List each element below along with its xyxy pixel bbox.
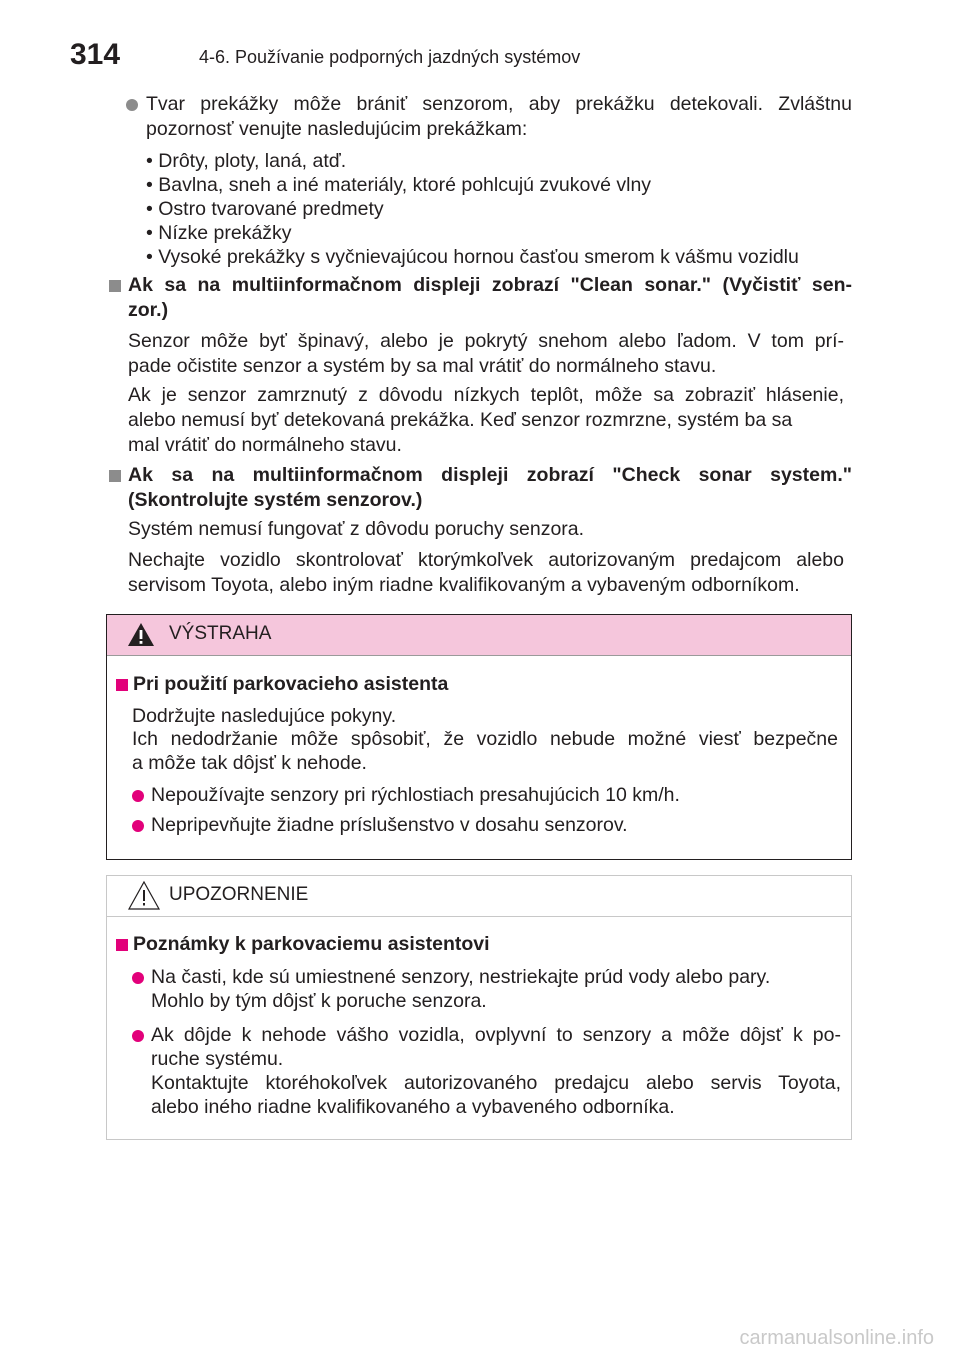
notice-heading: Poznámky k parkovaciemu asistentovi	[133, 933, 490, 955]
notice-text: ruche systému.	[151, 1048, 284, 1070]
notice-box	[106, 875, 852, 1140]
warning-bullet: Nepripevňujte žiadne príslušenstvo v dosahu senzorov.	[151, 814, 628, 836]
notice-text: Mohlo by tým dôjsť k poruche senzora.	[151, 990, 487, 1012]
watermark: carmanualsonline.info	[739, 1327, 934, 1349]
list-item: • Ostro tvarované predmety	[146, 198, 384, 220]
warning-bullet: Nepoužívajte senzory pri rýchlostiach presahujúcich 10 km/h.	[151, 784, 680, 806]
paragraph-line: Ak je senzor zamrznutý z dôvodu nízkych teplôt, môže sa zobraziť hlásenie,	[128, 384, 844, 406]
notice-label: UPOZORNENIE	[169, 884, 309, 905]
paragraph-line: mal vrátiť do normálneho stavu.	[128, 434, 402, 456]
check-sonar-heading: (Skontrolujte systém senzorov.)	[128, 489, 423, 511]
warning-header	[107, 615, 851, 656]
warning-text: a môže tak dôjsť k nehode.	[132, 752, 367, 774]
section-square	[116, 679, 128, 691]
intro-line: pozornosť venujte nasledujúcim prekážkam:	[146, 118, 528, 140]
notice-text: alebo iného riadne kvalifikovaného a vybaveného odborníka.	[151, 1096, 675, 1118]
section-square	[109, 280, 121, 292]
paragraph-line: alebo nemusí byť detekovaná prekážka. Keď senzor rozmrzne, systém ba sa	[128, 409, 793, 431]
page-number: 314	[70, 38, 121, 71]
section-square	[116, 939, 128, 951]
warning-box	[106, 614, 852, 860]
check-sonar-heading: Ak sa na multiinformačnom displeji zobrazí "Check sonar system."	[128, 464, 852, 486]
paragraph-line: Systém nemusí fungovať z dôvodu poruchy senzora.	[128, 518, 585, 540]
bullet-dot	[132, 972, 144, 984]
warning-heading: Pri použití parkovacieho asistenta	[133, 673, 449, 695]
bullet-dot	[126, 99, 138, 111]
section-square	[109, 470, 121, 482]
notice-text: Ak dôjde k nehode vášho vozidla, ovplyvní to senzory a môže dôjsť k po-	[151, 1024, 841, 1046]
notice-text: Kontaktujte ktoréhokoľvek autorizovaného predajcu alebo servis Toyota,	[151, 1072, 841, 1094]
paragraph-line: Senzor môže byť špinavý, alebo je pokrytý snehom alebo ľadom. V tom prí-	[128, 330, 844, 352]
list-item: • Vysoké prekážky s vyčnievajúcou hornou časťou smerom k vášmu vozidlu	[146, 246, 799, 268]
warning-text: Dodržujte nasledujúce pokyny.	[132, 705, 397, 727]
notice-text: Na časti, kde sú umiestnené senzory, nestriekajte prúd vody alebo pary.	[151, 966, 771, 988]
notice-header	[107, 876, 851, 917]
bullet-dot	[132, 820, 144, 832]
paragraph-line: Nechajte vozidlo skontrolovať ktorýmkoľvek autorizovaným predajcom alebo	[128, 549, 844, 571]
warning-triangle-filled-icon	[127, 622, 155, 647]
intro-line: Tvar prekážky môže brániť senzorom, aby prekážku detekovali. Zvláštnu	[146, 93, 852, 115]
list-item: • Drôty, ploty, laná, atď.	[146, 150, 347, 172]
warning-text: Ich nedodržanie môže spôsobiť, že vozidlo nebude možné viesť bezpečne	[132, 728, 838, 750]
paragraph-line: pade očistite senzor a systém by sa mal vrátiť do normálneho stavu.	[128, 355, 717, 377]
warning-label: VÝSTRAHA	[169, 623, 272, 644]
clean-sonar-heading: zor.)	[128, 299, 169, 321]
bullet-dot	[132, 1030, 144, 1042]
clean-sonar-heading: Ak sa na multiinformačnom displeji zobrazí "Clean sonar." (Vyčistiť sen-	[128, 274, 852, 296]
bullet-dot	[132, 790, 144, 802]
section-title: 4-6. Používanie podporných jazdných systémov	[199, 47, 581, 67]
paragraph-line: servisom Toyota, alebo iným riadne kvalifikovaným a vybaveným odborníkom.	[128, 574, 800, 596]
list-item: • Nízke prekážky	[146, 222, 292, 244]
list-item: • Bavlna, sneh a iné materiály, ktoré pohlcujú zvukové vlny	[146, 174, 652, 196]
warning-triangle-outline-icon	[127, 880, 161, 911]
